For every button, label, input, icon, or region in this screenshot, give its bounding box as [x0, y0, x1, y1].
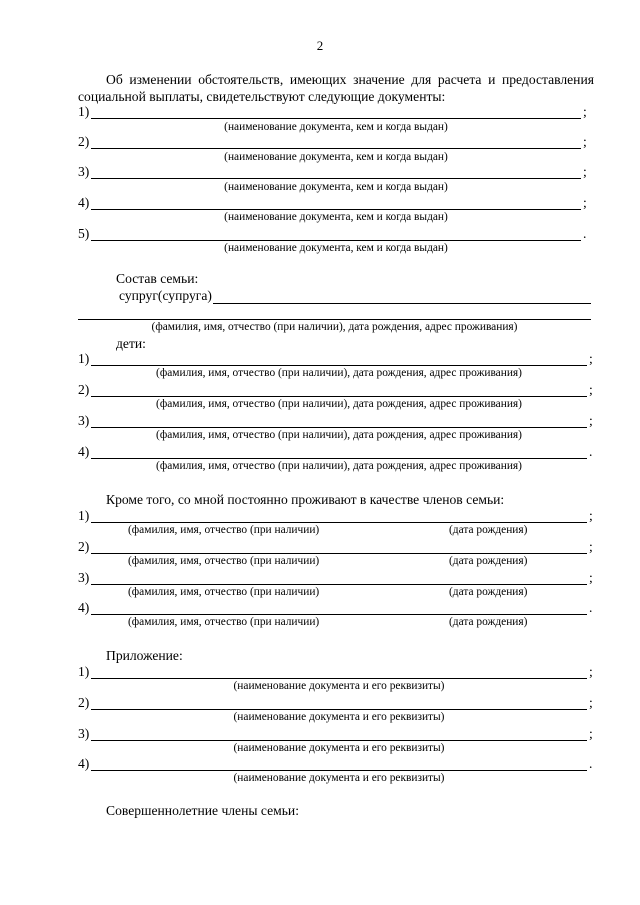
- cohabitant-2-end: ;: [589, 539, 593, 554]
- cohabitant-2-field[interactable]: [91, 553, 587, 554]
- attachment-3-number: 3): [78, 726, 90, 741]
- cohabitant-3-date-caption: (дата рождения): [449, 586, 528, 598]
- attachment-1-end: ;: [589, 664, 593, 679]
- attachment-3-caption: (наименование документа и его реквизиты): [233, 742, 445, 754]
- document-2-caption: (наименование документа, кем и когда выдан): [224, 151, 448, 163]
- page-number: 2: [316, 38, 324, 53]
- document-5-number: 5): [78, 226, 90, 241]
- cohabitant-2-date-caption: (дата рождения): [449, 555, 528, 567]
- attachment-4-field[interactable]: [91, 770, 587, 771]
- child-3-end: ;: [589, 413, 593, 428]
- attachment-1-number: 1): [78, 664, 90, 679]
- child-2-end: ;: [589, 382, 593, 397]
- document-5-end: .: [583, 226, 587, 241]
- cohabitant-3-name-caption: (фамилия, имя, отчество (при наличии): [128, 586, 320, 598]
- document-3-caption: (наименование документа, кем и когда выдан): [224, 181, 448, 193]
- attachment-3-end: ;: [589, 726, 593, 741]
- cohabitant-4-name-caption: (фамилия, имя, отчество (при наличии): [128, 616, 320, 628]
- attachment-heading: Приложение:: [106, 648, 183, 663]
- document-4-end: ;: [583, 195, 587, 210]
- attachment-2-caption: (наименование документа и его реквизиты): [233, 711, 445, 723]
- document-2-end: ;: [583, 134, 587, 149]
- child-1-caption: (фамилия, имя, отчество (при наличии), дата рождения, адрес проживания): [156, 367, 522, 379]
- cohabitant-1-field[interactable]: [91, 522, 587, 523]
- document-3-end: ;: [583, 164, 587, 179]
- document-1-end: ;: [583, 104, 587, 119]
- cohabitant-3-number: 3): [78, 570, 90, 585]
- attachment-4-caption: (наименование документа и его реквизиты): [233, 772, 445, 784]
- cohabitant-1-end: ;: [589, 508, 593, 523]
- cohabitants-heading: Кроме того, со мной постоянно проживают в качестве членов семьи:: [106, 492, 505, 507]
- child-3-caption: (фамилия, имя, отчество (при наличии), дата рождения, адрес проживания): [156, 429, 522, 441]
- intro-line-1: Об изменении обстоятельств, имеющих значение для расчета и предоставления: [106, 72, 594, 87]
- document-4-caption: (наименование документа, кем и когда выдан): [224, 211, 448, 223]
- attachment-3-field[interactable]: [91, 740, 587, 741]
- document-1-field[interactable]: [91, 118, 581, 119]
- cohabitant-2-name-caption: (фамилия, имя, отчество (при наличии): [128, 555, 320, 567]
- attachment-1-caption: (наименование документа и его реквизиты): [233, 680, 445, 692]
- spouse-field-continued[interactable]: [78, 319, 591, 320]
- document-5-caption: (наименование документа, кем и когда выдан): [224, 242, 448, 254]
- attachment-4-end: .: [589, 756, 593, 771]
- attachment-4-number: 4): [78, 756, 90, 771]
- spouse-caption: (фамилия, имя, отчество (при наличии), дата рождения, адрес проживания): [151, 321, 518, 333]
- document-1-number: 1): [78, 104, 90, 119]
- document-3-number: 3): [78, 164, 90, 179]
- cohabitant-1-number: 1): [78, 508, 90, 523]
- child-4-field[interactable]: [91, 458, 587, 459]
- child-4-caption: (фамилия, имя, отчество (при наличии), дата рождения, адрес проживания): [156, 460, 522, 472]
- spouse-label: супруг(супруга): [119, 288, 212, 303]
- document-3-field[interactable]: [91, 178, 581, 179]
- document-4-field[interactable]: [91, 209, 581, 210]
- cohabitant-4-number: 4): [78, 600, 90, 615]
- child-4-end: .: [589, 444, 593, 459]
- child-1-field[interactable]: [91, 365, 587, 366]
- cohabitant-3-field[interactable]: [91, 584, 587, 585]
- child-2-caption: (фамилия, имя, отчество (при наличии), дата рождения, адрес проживания): [156, 398, 522, 410]
- child-1-end: ;: [589, 351, 593, 366]
- document-5-field[interactable]: [91, 240, 581, 241]
- attachment-1-field[interactable]: [91, 678, 587, 679]
- attachment-2-number: 2): [78, 695, 90, 710]
- cohabitant-1-date-caption: (дата рождения): [449, 524, 528, 536]
- cohabitant-3-end: ;: [589, 570, 593, 585]
- children-label: дети:: [116, 336, 146, 351]
- child-1-number: 1): [78, 351, 90, 366]
- attachment-2-field[interactable]: [91, 709, 587, 710]
- document-2-field[interactable]: [91, 148, 581, 149]
- cohabitant-4-field[interactable]: [91, 614, 587, 615]
- cohabitant-2-number: 2): [78, 539, 90, 554]
- child-2-number: 2): [78, 382, 90, 397]
- adults-heading: Совершеннолетние члены семьи:: [106, 803, 299, 818]
- attachment-2-end: ;: [589, 695, 593, 710]
- child-3-field[interactable]: [91, 427, 587, 428]
- cohabitant-1-name-caption: (фамилия, имя, отчество (при наличии): [128, 524, 320, 536]
- document-1-caption: (наименование документа, кем и когда выдан): [224, 121, 448, 133]
- family-heading: Состав семьи:: [116, 271, 199, 286]
- document-4-number: 4): [78, 195, 90, 210]
- intro-line-2: социальной выплаты, свидетельствуют следующие документы:: [78, 89, 446, 104]
- cohabitant-4-end: .: [589, 600, 593, 615]
- spouse-field[interactable]: [213, 303, 591, 304]
- document-2-number: 2): [78, 134, 90, 149]
- child-2-field[interactable]: [91, 396, 587, 397]
- child-3-number: 3): [78, 413, 90, 428]
- child-4-number: 4): [78, 444, 90, 459]
- cohabitant-4-date-caption: (дата рождения): [449, 616, 528, 628]
